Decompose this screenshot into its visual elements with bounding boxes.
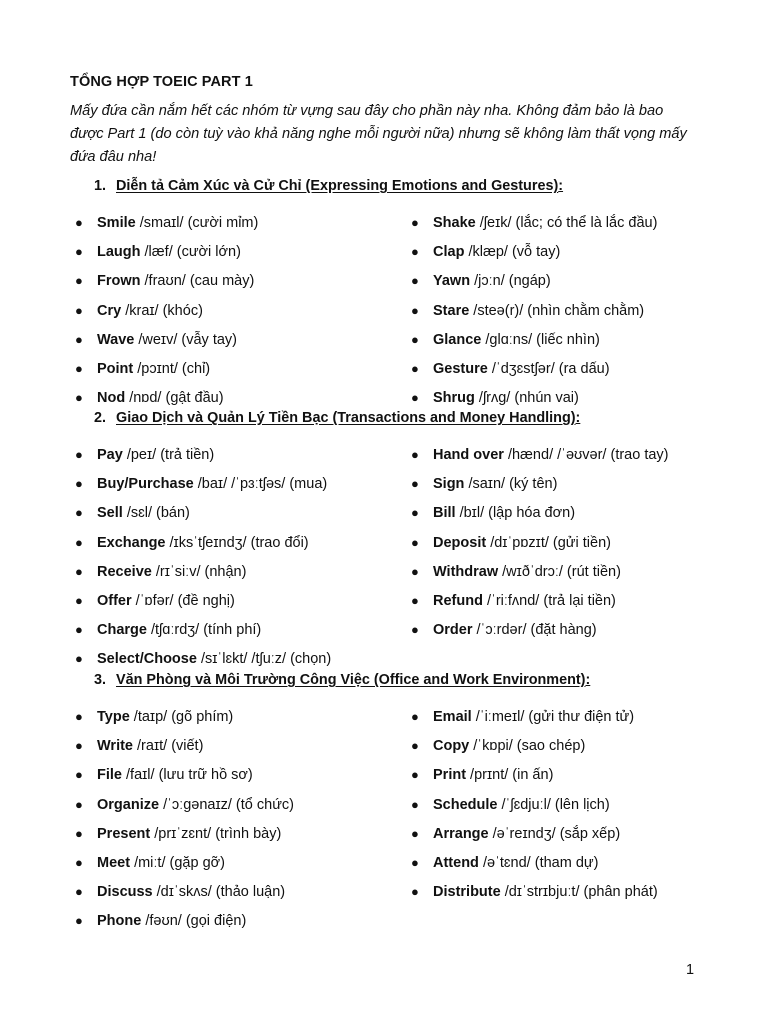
- bullet-icon: ●: [75, 447, 83, 462]
- vocab-pronunciation-meaning: /kraɪ/ (khóc): [121, 302, 203, 319]
- section-heading: [94, 672, 590, 688]
- vocab-pronunciation-meaning: /klæp/ (vỗ tay): [464, 244, 561, 261]
- bullet-icon: ●: [75, 593, 83, 608]
- vocab-pronunciation-meaning: /ˈkɒpi/ (sao chép): [469, 738, 586, 755]
- vocab-pronunciation-meaning: /əˈreɪndʒ/ (sắp xếp): [488, 825, 621, 842]
- bullet-icon: ●: [75, 622, 83, 638]
- vocab-item: [411, 622, 597, 639]
- bullet-icon: ●: [411, 855, 419, 870]
- bullet-icon: ●: [411, 447, 419, 462]
- vocab-item: [411, 505, 576, 522]
- vocab-item: [411, 534, 611, 551]
- bullet-icon: ●: [75, 534, 83, 550]
- vocab-pronunciation-meaning: /peɪ/ (trả tiền): [122, 447, 215, 463]
- vocab-word: Type: [97, 709, 130, 725]
- vocab-item: [75, 361, 211, 377]
- vocab-item: [75, 767, 253, 784]
- section-colon: :: [575, 410, 581, 426]
- vocab-item: [75, 273, 255, 290]
- bullet-icon: ●: [411, 476, 419, 492]
- vocab-item: [75, 390, 224, 407]
- vocab-item: [411, 738, 586, 755]
- section-number: 2.: [94, 410, 107, 426]
- bullet-icon: ●: [75, 738, 83, 754]
- bullet-icon: ●: [75, 825, 83, 841]
- section-number: 1.: [94, 178, 107, 194]
- vocab-pronunciation-meaning: /dɪˈskʌs/ (thảo luận): [152, 884, 286, 901]
- bullet-icon: ●: [411, 244, 419, 260]
- vocab-item: [411, 825, 621, 842]
- vocab-item: [411, 244, 561, 261]
- vocab-pronunciation-meaning: /pɔɪnt/ (chỉ): [133, 361, 211, 377]
- vocab-word: Arrange: [433, 825, 489, 842]
- vocab-item: [75, 622, 262, 639]
- vocab-pronunciation-meaning: /steə(r)/ (nhìn chằm chằm): [469, 302, 645, 319]
- bullet-icon: ●: [75, 505, 83, 521]
- document-title: TỔNG HỢP TOEIC PART 1: [70, 74, 253, 90]
- vocab-word: Deposit: [433, 534, 487, 551]
- bullet-icon: ●: [75, 855, 83, 870]
- vocab-item: [411, 767, 554, 784]
- bullet-icon: ●: [411, 361, 419, 376]
- vocab-item: [411, 447, 669, 463]
- intro-paragraph: Mấy đứa cần nắm hết các nhóm từ vựng sau đây cho phần này nha. Không đảm bảo là bao được Part 1 (do còn tuỳ vào khả năng nghe mỗi người nữa) nhưng sẽ không làm thất vọng mấy đứa đâu nha!: [70, 103, 687, 165]
- section-colon: :: [558, 178, 564, 194]
- vocab-pronunciation-meaning: /prɪˈzɛnt/ (trình bày): [150, 825, 282, 842]
- vocab-pronunciation-meaning: /sɪˈlɛkt/ /tʃuːz/ (chọn): [196, 651, 332, 668]
- vocab-pronunciation-meaning: /smaɪl/ (cười mỉm): [135, 215, 259, 231]
- vocab-word: Shrug: [433, 390, 475, 407]
- vocab-item: [411, 215, 658, 231]
- bullet-icon: ●: [411, 884, 419, 900]
- vocab-word: Clap: [433, 244, 465, 261]
- vocab-item: [75, 738, 204, 755]
- vocab-pronunciation-meaning: /ˈiːmeɪl/ (gửi thư điện tử): [471, 709, 635, 725]
- bullet-icon: ●: [411, 215, 419, 230]
- bullet-icon: ●: [411, 825, 419, 841]
- vocab-pronunciation-meaning: /dɪˈstrɪbjuːt/ (phân phát): [500, 884, 658, 901]
- vocab-pronunciation-meaning: /miːt/ (gặp gỡ): [130, 855, 225, 871]
- vocab-pronunciation-meaning: /ˈɔːgənaɪz/ (tổ chức): [159, 796, 294, 813]
- bullet-icon: ●: [411, 593, 419, 608]
- vocab-pronunciation-meaning: /wɪðˈdrɔː/ (rút tiền): [498, 563, 621, 580]
- vocab-pronunciation-meaning: /læf/ (cười lớn): [140, 244, 241, 261]
- vocab-word: Write: [97, 738, 133, 755]
- bullet-icon: ●: [75, 709, 83, 724]
- vocab-item: [75, 447, 215, 463]
- vocab-item: [411, 709, 635, 725]
- vocab-item: [411, 331, 600, 348]
- vocab-item: [75, 796, 294, 813]
- bullet-icon: ●: [411, 622, 419, 638]
- section-title: Giao Dịch và Quản Lý Tiền Bạc (Transactions and Money Handling): [116, 410, 576, 426]
- bullet-icon: ●: [75, 244, 83, 260]
- vocab-item: [411, 361, 610, 377]
- section-colon: :: [585, 672, 591, 688]
- vocab-word: Copy: [433, 738, 470, 755]
- vocab-pronunciation-meaning: /glɑːns/ (liếc nhìn): [481, 331, 600, 348]
- vocab-pronunciation-meaning: /raɪt/ (viết): [133, 738, 204, 755]
- vocab-word: Gesture: [433, 361, 488, 377]
- vocab-item: [75, 884, 286, 901]
- vocab-item: [75, 534, 309, 551]
- bullet-icon: ●: [75, 476, 83, 492]
- vocab-item: [75, 593, 235, 609]
- vocab-pronunciation-meaning: /prɪnt/ (in ấn): [466, 767, 554, 784]
- bullet-icon: ●: [75, 563, 83, 579]
- bullet-icon: ●: [75, 361, 83, 376]
- vocab-item: [75, 505, 190, 522]
- vocab-word: Receive: [97, 563, 152, 580]
- vocab-pronunciation-meaning: /fraʊn/ (cau mày): [140, 273, 255, 290]
- bullet-icon: ●: [411, 767, 419, 783]
- vocab-word: Discuss: [97, 884, 153, 901]
- bullet-icon: ●: [411, 390, 419, 406]
- bullet-icon: ●: [411, 738, 419, 754]
- bullet-icon: ●: [75, 796, 83, 812]
- vocab-item: [411, 390, 579, 407]
- vocab-pronunciation-meaning: /ɪksˈtʃeɪndʒ/ (trao đổi): [165, 534, 309, 551]
- vocab-pronunciation-meaning: /jɔːn/ (ngáp): [470, 273, 551, 290]
- vocab-pronunciation-meaning: /ˈriːfʌnd/ (trả lại tiền): [482, 593, 616, 609]
- vocab-item: [411, 476, 558, 493]
- bullet-icon: ●: [411, 273, 419, 289]
- vocab-pronunciation-meaning: /taɪp/ (gõ phím): [129, 709, 234, 725]
- vocab-word: Attend: [433, 855, 479, 871]
- bullet-icon: ●: [411, 534, 419, 550]
- vocab-item: [411, 855, 599, 871]
- page-number: 1: [686, 962, 695, 978]
- vocab-word: Refund: [433, 593, 483, 609]
- vocab-pronunciation-meaning: /sɛl/ (bán): [122, 505, 190, 522]
- vocab-pronunciation-meaning: /əˈtɛnd/ (tham dự): [478, 855, 599, 871]
- section-title: Văn Phòng và Môi Trường Công Việc (Office and Work Environment): [116, 672, 586, 688]
- vocab-word: Sign: [433, 476, 465, 493]
- bullet-icon: ●: [75, 302, 83, 318]
- vocab-item: [75, 913, 247, 930]
- vocab-word: Offer: [97, 593, 132, 609]
- vocab-word: Cry: [97, 302, 122, 319]
- vocab-item: [411, 563, 621, 580]
- bullet-icon: ●: [75, 390, 83, 406]
- section-title: Diễn tả Cảm Xúc và Cử Chỉ (Expressing Emotions and Gestures): [116, 178, 559, 194]
- vocab-item: [411, 796, 610, 813]
- vocab-word: Hand over: [433, 447, 504, 463]
- bullet-icon: ●: [75, 273, 83, 289]
- vocab-word: Frown: [97, 273, 141, 290]
- vocab-pronunciation-meaning: /tʃɑːrdʒ/ (tính phí): [146, 622, 262, 639]
- vocab-pronunciation-meaning: /ʃeɪk/ (lắc; có thể là lắc đầu): [475, 215, 658, 231]
- vocab-word: Bill: [433, 505, 456, 522]
- vocab-item: [75, 331, 237, 348]
- vocab-item: [75, 825, 282, 842]
- vocab-word: Select/Choose: [97, 651, 197, 668]
- bullet-icon: ●: [411, 796, 419, 812]
- vocab-item: [75, 651, 332, 668]
- vocab-word: Meet: [97, 855, 131, 871]
- bullet-icon: ●: [411, 331, 419, 347]
- vocab-pronunciation-meaning: /rɪˈsiːv/ (nhận): [151, 563, 247, 580]
- vocab-word: Exchange: [97, 534, 166, 551]
- vocab-word: Nod: [97, 390, 126, 407]
- vocab-item: [411, 302, 645, 319]
- vocab-word: Buy/Purchase: [97, 476, 194, 493]
- vocab-pronunciation-meaning: /ˈʃɛdjuːl/ (lên lịch): [497, 796, 610, 813]
- vocab-pronunciation-meaning: /fəʊn/ (gọi điện): [141, 913, 247, 930]
- vocab-item: [75, 709, 234, 725]
- vocab-pronunciation-meaning: /dɪˈpɒzɪt/ (gửi tiền): [486, 534, 611, 551]
- vocab-word: Print: [433, 767, 467, 784]
- bullet-icon: ●: [75, 215, 83, 230]
- vocab-word: Wave: [97, 331, 135, 348]
- vocab-word: Point: [97, 361, 134, 377]
- vocab-item: [75, 563, 247, 580]
- vocab-word: Email: [433, 709, 472, 725]
- bullet-icon: ●: [411, 709, 419, 724]
- bullet-icon: ●: [411, 505, 419, 521]
- vocab-pronunciation-meaning: /ˈdʒɛstʃər/ (ra dấu): [487, 361, 610, 377]
- vocab-pronunciation-meaning: /hænd/ /ˈəʊvər/ (trao tay): [503, 447, 669, 463]
- bullet-icon: ●: [75, 884, 83, 900]
- bullet-icon: ●: [75, 913, 83, 929]
- vocab-word: Pay: [97, 447, 123, 463]
- section-heading: [94, 178, 563, 194]
- vocab-item: [75, 302, 203, 319]
- vocab-item: [75, 215, 259, 231]
- bullet-icon: ●: [75, 331, 83, 347]
- vocab-word: Distribute: [433, 884, 501, 901]
- section-number: 3.: [94, 672, 107, 688]
- vocab-word: Sell: [97, 505, 123, 522]
- bullet-icon: ●: [411, 563, 419, 579]
- vocab-word: Laugh: [97, 244, 141, 261]
- vocab-word: Smile: [97, 215, 136, 231]
- vocab-item: [411, 593, 616, 609]
- vocab-pronunciation-meaning: /weɪv/ (vẫy tay): [134, 331, 237, 348]
- vocab-pronunciation-meaning: /nɒd/ (gật đầu): [125, 390, 224, 407]
- vocab-word: Schedule: [433, 796, 498, 813]
- vocab-item: [75, 855, 225, 871]
- vocab-word: Stare: [433, 302, 470, 319]
- bullet-icon: ●: [75, 651, 83, 667]
- vocab-item: [411, 884, 658, 901]
- vocab-word: Phone: [97, 913, 142, 930]
- vocab-pronunciation-meaning: /bɪl/ (lập hóa đơn): [455, 505, 576, 522]
- vocab-word: Shake: [433, 215, 476, 231]
- bullet-icon: ●: [75, 767, 83, 783]
- vocab-pronunciation-meaning: /ˈɒfər/ (đề nghị): [131, 593, 235, 609]
- vocab-word: Charge: [97, 622, 147, 639]
- vocab-item: [75, 244, 241, 261]
- vocab-word: File: [97, 767, 122, 784]
- vocab-word: Present: [97, 825, 151, 842]
- vocab-pronunciation-meaning: /ʃrʌg/ (nhún vai): [474, 390, 579, 407]
- bullet-icon: ●: [411, 302, 419, 318]
- vocab-pronunciation-meaning: /baɪ/ /ˈpɜːtʃəs/ (mua): [193, 476, 328, 493]
- vocab-pronunciation-meaning: /faɪl/ (lưu trữ hồ sơ): [121, 767, 253, 784]
- vocab-pronunciation-meaning: /ˈɔːrdər/ (đặt hàng): [472, 622, 597, 639]
- vocab-pronunciation-meaning: /saɪn/ (ký tên): [464, 476, 558, 493]
- vocab-word: Yawn: [433, 273, 471, 290]
- vocab-item: [411, 273, 551, 290]
- vocab-word: Withdraw: [433, 563, 499, 580]
- vocab-word: Organize: [97, 796, 160, 813]
- section-heading: [94, 410, 580, 426]
- vocab-item: [75, 476, 328, 493]
- vocab-word: Order: [433, 622, 473, 639]
- vocab-word: Glance: [433, 331, 482, 348]
